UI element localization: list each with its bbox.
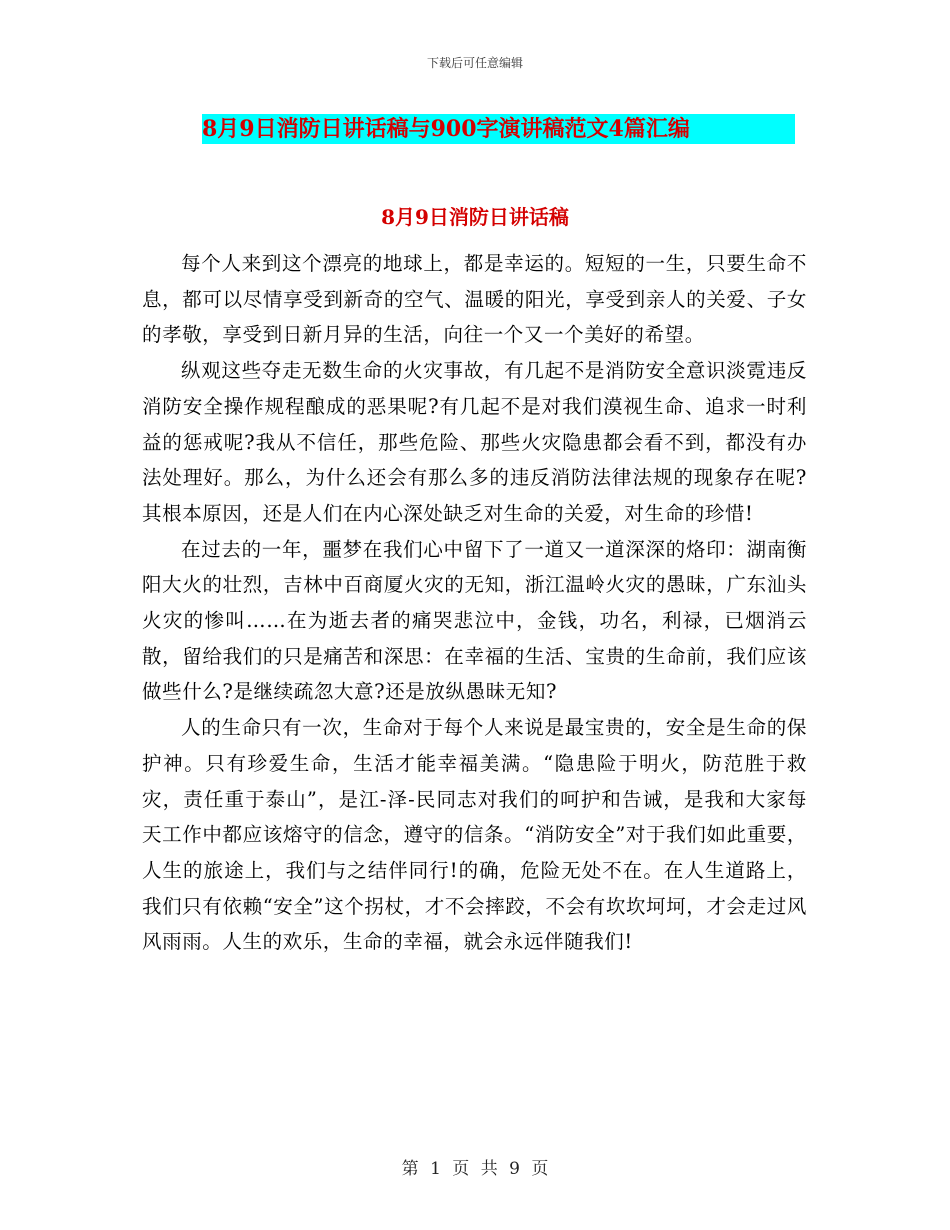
header-note: 下载后可任意编辑 (426, 56, 523, 70)
paragraph-2: 纵观这些夺走无数生命的火灾事故，有几起不是消防安全意识淡霓违反消防安全操作规程酿成的恶果呢?有几起不是对我们漠视生命、追求一时利益的惩戒呢?我从不信任，那些危险、那些火灾隐患都会看不到，都没有办法处理好。那么，为什么还会有那么多的违反消防法律法规的现象存在呢?其根本原因，还是人们在内心深处缺乏对生命的关爱，对生命的珍惜! (142, 359, 807, 525)
main-title-highlight (202, 114, 795, 144)
paragraph-1: 每个人来到这个漂亮的地球上，都是幸运的。短短的一生，只要生命不息，都可以尽情享受到新奇的空气、温暖的阳光，享受到亲人的关爱、子女的孝敬，享受到日新月异的生活，向往一个又一个美好的希望。 (142, 252, 807, 347)
paragraph-3: 在过去的一年，噩梦在我们心中留下了一道又一道深深的烙印：湖南衡阳大火的壮烈，吉林中百商厦火灾的无知，浙江温岭火灾的愚昧，广东汕头火灾的惨叫……在为逝去者的痛哭悲泣中，金钱，功名，利禄，已烟消云散，留给我们的只是痛苦和深思：在幸福的生活、宝贵的生命前，我们应该做些什么?是继续疏忽大意?还是放纵愚昧无知? (142, 537, 807, 704)
paragraph-4: 人的生命只有一次，生命对于每个人来说是最宝贵的，安全是生命的保护神。只有珍爱生命，生活才能幸福美满。“隐患险于明火，防范胜于救灾，责任重于泰山”，是江-泽-民同志对我们的呵护和告诫，是我和大家每天工作中都应该熔守的信念，遵守的信条。“消防安全”对于我们如此重要，人生的旅途上，我们与之结伴同行!的确，危险无处不在。在人生道路上，我们只有依赖“安全”这个拐杖，才不会摔跤，不会有坎坎坷坷，才会走过风风雨雨。人生的欢乐，生命的幸福，就会永远伴随我们! (142, 716, 807, 954)
main-title: 8月9日消防日讲话稿与900字演讲稿范文4篇汇编 (202, 116, 690, 142)
page-number-footer: 第 1 页 共 9 页 (401, 1159, 549, 1179)
section-title: 8月9日消防日讲话稿 (381, 205, 569, 229)
body-text (142, 246, 807, 960)
